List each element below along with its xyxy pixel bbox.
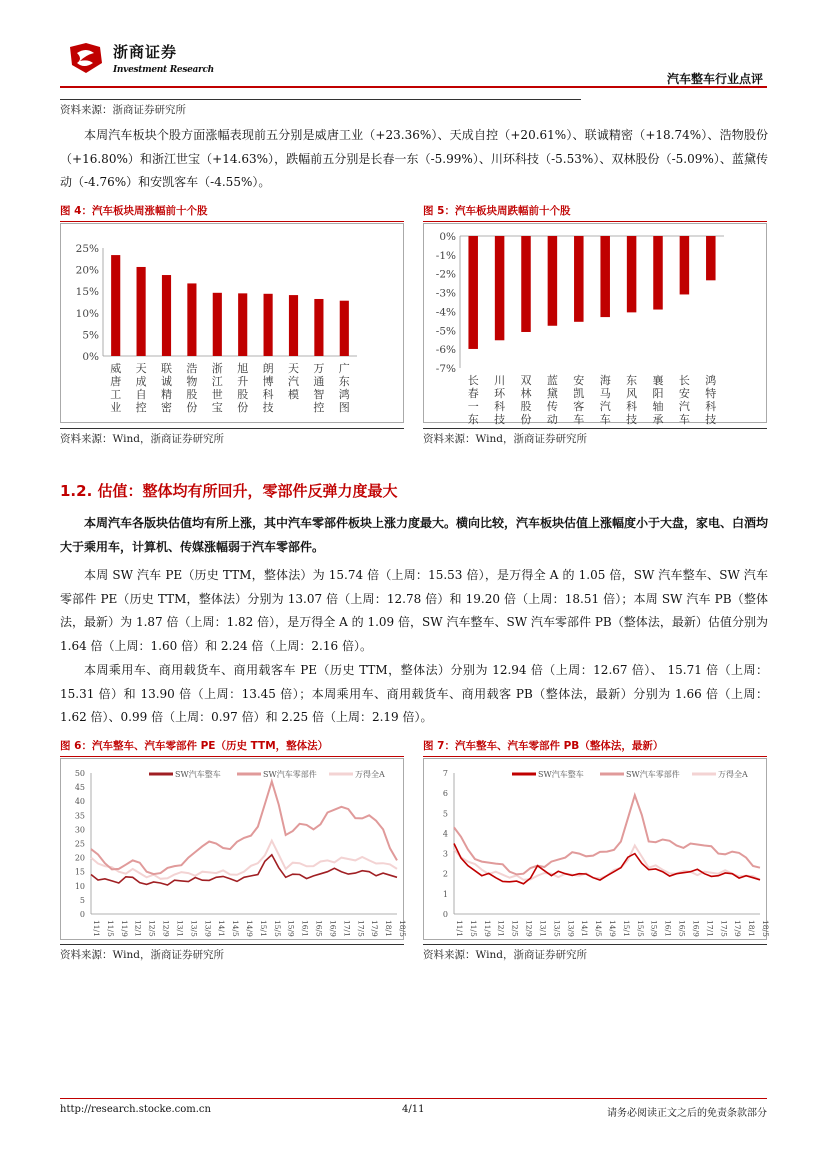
category-label-char: 唐 bbox=[110, 375, 122, 388]
fig6-frame bbox=[60, 758, 407, 940]
category-label-char: 技 bbox=[494, 413, 506, 426]
report-type: 汽车整车行业点评 bbox=[666, 72, 763, 86]
category-label-char: 车 bbox=[678, 413, 690, 426]
x-tick-label: 13/9 bbox=[203, 920, 213, 937]
y-tick-label: -5% bbox=[435, 325, 456, 338]
page-number: 4/11 bbox=[402, 1104, 425, 1115]
fig7-title: 图 7：汽车整车、汽车零部件 PB（整体法，最新） bbox=[423, 738, 767, 757]
category-label-char: 股 bbox=[520, 400, 532, 413]
category-label-char: 车 bbox=[573, 413, 585, 426]
fig5-source: 资料来源：Wind，浙商证券研究所 bbox=[423, 433, 587, 445]
category-label-char: 东 bbox=[467, 413, 479, 426]
legend-label: SW汽车零部件 bbox=[626, 770, 680, 779]
category-label-char: 技 bbox=[705, 413, 717, 426]
y-tick-label: 50 bbox=[74, 769, 85, 778]
y-tick-label: 6 bbox=[442, 789, 448, 799]
x-tick-label: 18/1 bbox=[384, 920, 394, 937]
y-tick-label: 3 bbox=[442, 849, 448, 859]
category-label-char: 成 bbox=[135, 375, 147, 388]
category-label-char: 朗 bbox=[262, 362, 274, 375]
summary-text: 本周汽车各版块估值均有所上涨，其中汽车零部件板块上涨力度最大。横向比较，汽车板块估值上涨幅度小于大盘，家电、白酒均大于乘用车，计算机、传媒涨幅弱于汽车零部件。 bbox=[60, 516, 769, 554]
category-label-char: 凯 bbox=[573, 387, 585, 400]
fig4-chart bbox=[61, 224, 403, 422]
category-label-char: 襄 bbox=[652, 374, 664, 387]
fig7-chart bbox=[424, 759, 770, 939]
bar bbox=[468, 236, 478, 349]
category-label-char: 风 bbox=[626, 387, 638, 400]
x-tick-label: 15/5 bbox=[635, 920, 645, 937]
x-tick-label: 11/1 bbox=[92, 920, 101, 937]
paragraph-valuation: 本周 SW 汽车 PE（历史 TTM，整体法）为 15.74 倍（上周：15.53 倍），是万得全 A 的 1.05 倍，SW 汽车整车、SW 汽车零部件 PE（历史 TTM，整体法）分别为 13.07 倍（上周：12.78 倍）和 19.20 倍（上周：18.51 倍）；本周 SW 汽车 PB（整体法，最新）为 1.87 倍（上周：1.82 倍），是万得全 A 的 1.09 倍，SW 汽车整车、SW 汽车零部件 PB（整体法，最新）估值分别为 1.64 倍（上周：1.60 倍）和 2.24 倍（上周：2.16 倍）。 bbox=[60, 568, 768, 653]
category-label-char: 浙 bbox=[211, 362, 223, 375]
x-tick-label: 15/9 bbox=[286, 920, 296, 937]
y-tick-label: 5 bbox=[442, 809, 448, 819]
category-label-char: 科 bbox=[494, 400, 506, 413]
y-tick-label: 15 bbox=[74, 867, 85, 877]
category-label-char: 鸿 bbox=[338, 388, 350, 401]
y-tick-label: 4 bbox=[442, 829, 448, 839]
series-line-1 bbox=[454, 795, 760, 874]
fig5-title: 图 5：汽车板块周跌幅前十个股 bbox=[423, 203, 767, 222]
category-label-char: 林 bbox=[520, 387, 532, 400]
x-tick-label: 16/5 bbox=[677, 920, 687, 937]
bar bbox=[680, 236, 690, 294]
category-label-char: 特 bbox=[705, 387, 717, 400]
category-label-char: 轴 bbox=[652, 400, 664, 413]
top-source: 资料来源：浙商证券研究所 bbox=[60, 104, 186, 116]
y-tick-label: 20% bbox=[75, 264, 99, 277]
category-label-char: 宝 bbox=[211, 401, 223, 414]
paragraph-stocks: 本周汽车板块个股方面涨幅表现前五分别是威唐工业（+23.36%）、天成自控（+20.61%）、联诚精密（+18.74%）、浩物股份（+16.80%）和浙江世宝（+14.63%），跌幅前五分别是长春一东（-5.99%）、川环科技（-5.53%）、双林股份（-5.09%）、蓝黛传动（-4.76%）和安凯客车（-4.55%）。 bbox=[60, 128, 768, 189]
category-label-char: 诚 bbox=[161, 375, 172, 388]
logo-subtitle: Investment Research bbox=[113, 65, 214, 75]
category-label-char: 控 bbox=[313, 401, 325, 414]
x-tick-label: 16/9 bbox=[691, 920, 701, 937]
category-label-char: 蓝 bbox=[546, 374, 558, 387]
fig5-chart bbox=[424, 224, 766, 426]
y-tick-label: 0 bbox=[442, 910, 448, 919]
bar bbox=[111, 255, 120, 356]
y-tick-label: 0% bbox=[439, 231, 456, 243]
category-label-char: 车 bbox=[599, 413, 611, 426]
x-tick-label: 13/5 bbox=[189, 920, 199, 937]
x-tick-label: 16/1 bbox=[663, 920, 673, 937]
bar bbox=[653, 236, 663, 310]
category-label-char: 模 bbox=[288, 388, 299, 401]
y-tick-label: 5% bbox=[82, 329, 99, 342]
y-tick-label: -2% bbox=[435, 268, 456, 281]
source-divider bbox=[60, 99, 581, 100]
x-tick-label: 15/9 bbox=[649, 920, 659, 937]
y-tick-label: -3% bbox=[435, 287, 456, 300]
x-tick-label: 11/1 bbox=[455, 920, 464, 937]
fig5-source-divider bbox=[423, 428, 767, 429]
category-label-char: 天 bbox=[288, 362, 299, 375]
fig7-frame bbox=[423, 758, 770, 940]
bar bbox=[706, 236, 716, 280]
category-label-char: 股 bbox=[237, 388, 249, 401]
header-divider bbox=[60, 86, 767, 88]
category-label-char: 联 bbox=[161, 362, 172, 375]
bar bbox=[548, 236, 558, 326]
bar bbox=[187, 283, 196, 356]
category-label-char: 通 bbox=[313, 375, 325, 388]
fig6-title: 图 6：汽车整车、汽车零部件 PE（历史 TTM，整体法） bbox=[60, 738, 404, 757]
category-label-char: 长 bbox=[678, 374, 690, 387]
category-label-char: 环 bbox=[494, 387, 506, 400]
category-label-char: 技 bbox=[262, 401, 274, 414]
category-label-char: 天 bbox=[135, 362, 147, 375]
category-label-char: 物 bbox=[186, 375, 198, 388]
category-label-char: 博 bbox=[262, 375, 274, 388]
x-tick-label: 17/9 bbox=[370, 920, 380, 937]
y-tick-label: 5 bbox=[79, 895, 85, 905]
bar bbox=[600, 236, 610, 317]
category-label-char: 东 bbox=[626, 374, 638, 387]
category-label-char: 汽 bbox=[288, 375, 299, 388]
fig7-source: 资料来源：Wind，浙商证券研究所 bbox=[423, 949, 587, 961]
category-label-char: 密 bbox=[161, 401, 172, 414]
x-tick-label: 13/5 bbox=[552, 920, 562, 937]
bar bbox=[213, 293, 222, 356]
y-tick-label: 30 bbox=[74, 825, 85, 835]
paragraph-summary bbox=[60, 512, 768, 559]
bar bbox=[495, 236, 505, 340]
category-label-char: 动 bbox=[546, 413, 558, 426]
y-tick-label: -1% bbox=[435, 249, 456, 262]
bar bbox=[162, 275, 171, 356]
x-tick-label: 18/5 bbox=[761, 920, 770, 937]
fig6-source: 资料来源：Wind，浙商证券研究所 bbox=[60, 949, 224, 961]
y-tick-label: -4% bbox=[435, 306, 456, 319]
x-tick-label: 15/5 bbox=[272, 920, 282, 937]
category-label-char: 承 bbox=[652, 413, 664, 426]
category-label-char: 科 bbox=[262, 388, 274, 401]
y-tick-label: 10 bbox=[74, 881, 85, 891]
x-tick-label: 15/1 bbox=[258, 920, 268, 937]
y-tick-label: -6% bbox=[435, 344, 456, 357]
x-tick-label: 12/9 bbox=[161, 920, 171, 937]
footer-divider bbox=[60, 1098, 767, 1099]
x-tick-label: 12/9 bbox=[524, 920, 534, 937]
category-label-char: 升 bbox=[237, 375, 249, 388]
legend-label: SW汽车零部件 bbox=[263, 770, 317, 779]
y-tick-label: 2 bbox=[442, 869, 448, 879]
fig6-source-divider bbox=[60, 944, 404, 945]
category-label-char: 份 bbox=[237, 401, 249, 414]
x-tick-label: 11/9 bbox=[119, 920, 129, 937]
category-label-char: 黛 bbox=[546, 387, 558, 400]
x-tick-label: 14/9 bbox=[245, 920, 254, 937]
category-label-char: 汽 bbox=[678, 400, 690, 413]
x-tick-label: 18/5 bbox=[398, 920, 407, 937]
x-tick-label: 17/5 bbox=[356, 920, 366, 937]
x-tick-label: 13/1 bbox=[538, 920, 548, 937]
y-tick-label: 15% bbox=[75, 286, 99, 299]
bar bbox=[627, 236, 637, 312]
bar bbox=[314, 299, 323, 356]
bar bbox=[340, 301, 349, 356]
x-tick-label: 17/1 bbox=[342, 920, 352, 937]
x-tick-label: 14/9 bbox=[608, 920, 617, 937]
y-tick-label: 25 bbox=[74, 839, 85, 849]
x-tick-label: 16/9 bbox=[328, 920, 338, 937]
category-label-char: 威 bbox=[110, 362, 122, 375]
category-label-char: 精 bbox=[161, 388, 172, 401]
x-tick-label: 16/1 bbox=[300, 920, 310, 937]
bar bbox=[521, 236, 531, 332]
category-label-char: 万 bbox=[313, 362, 325, 375]
category-label-char: 份 bbox=[186, 401, 198, 414]
category-label-char: 川 bbox=[494, 374, 506, 387]
fig4-frame bbox=[60, 223, 404, 423]
logo-text: 浙商证券 bbox=[113, 43, 178, 61]
category-label-char: 传 bbox=[546, 400, 558, 413]
y-tick-label: 0% bbox=[82, 351, 99, 363]
category-label-char: 一 bbox=[467, 400, 479, 413]
category-label-char: 广 bbox=[338, 362, 350, 375]
category-label-char: 安 bbox=[678, 387, 690, 400]
x-tick-label: 14/1 bbox=[580, 920, 590, 937]
bar bbox=[289, 295, 298, 356]
bar bbox=[264, 294, 273, 356]
category-label-char: 马 bbox=[599, 387, 611, 400]
category-label-char: 浩 bbox=[186, 362, 198, 375]
category-label-char: 江 bbox=[211, 375, 223, 388]
fig4-title: 图 4：汽车板块周涨幅前十个股 bbox=[60, 203, 404, 222]
fig4-source: 资料来源：Wind，浙商证券研究所 bbox=[60, 433, 224, 445]
bar bbox=[238, 293, 247, 356]
category-label-char: 自 bbox=[135, 388, 147, 401]
x-tick-label: 12/1 bbox=[496, 920, 506, 937]
category-label-char: 春 bbox=[467, 387, 479, 400]
x-tick-label: 11/9 bbox=[482, 920, 492, 937]
category-label-char: 控 bbox=[135, 401, 147, 414]
category-label-char: 世 bbox=[211, 388, 223, 401]
x-tick-label: 13/9 bbox=[566, 920, 576, 937]
y-tick-label: 45 bbox=[74, 783, 85, 793]
x-tick-label: 13/1 bbox=[175, 920, 185, 937]
category-label-char: 阳 bbox=[652, 387, 664, 400]
category-label-char: 旭 bbox=[237, 362, 249, 375]
category-label-char: 科 bbox=[626, 400, 638, 413]
logo-icon bbox=[66, 41, 106, 75]
fig4-source-divider bbox=[60, 428, 404, 429]
category-label-char: 长 bbox=[467, 374, 479, 387]
bar bbox=[574, 236, 584, 322]
category-label-char: 海 bbox=[599, 374, 611, 387]
category-label-char: 双 bbox=[520, 374, 532, 387]
y-tick-label: 1 bbox=[442, 889, 448, 899]
x-tick-label: 11/5 bbox=[105, 920, 115, 937]
category-label-char: 股 bbox=[186, 388, 198, 401]
legend-label: SW汽车整车 bbox=[538, 770, 584, 779]
x-tick-label: 12/1 bbox=[133, 920, 143, 937]
y-tick-label: 25% bbox=[75, 243, 99, 255]
legend-label: 万得全A bbox=[355, 770, 385, 779]
x-tick-label: 14/1 bbox=[217, 920, 227, 937]
paragraph-segments: 本周乘用车、商用载货车、商用载客车 PE（历史 TTM，整体法）分别为 12.94 倍（上周：12.67 倍）、 15.71 倍（上周：15.31 倍）和 13.90 倍（上周：13.45 倍）；本周乘用车、商用载货车、商用载客 PB（整体法，最新）分别为 1.66 倍（上周：1.62 倍）、0.99 倍（上周：0.97 倍）和 2.25 倍（上周：2.19 倍）。 bbox=[60, 663, 768, 724]
category-label-char: 业 bbox=[110, 401, 122, 414]
category-label-char: 份 bbox=[520, 413, 532, 426]
x-tick-label: 12/5 bbox=[510, 920, 520, 937]
category-label-char: 工 bbox=[110, 388, 122, 401]
x-tick-label: 15/1 bbox=[621, 920, 631, 937]
category-label-char: 智 bbox=[313, 388, 325, 401]
category-label-char: 汽 bbox=[599, 400, 611, 413]
category-label-char: 客 bbox=[573, 400, 585, 413]
y-tick-label: 20 bbox=[74, 853, 85, 863]
x-tick-label: 17/9 bbox=[733, 920, 743, 937]
y-tick-label: 0 bbox=[79, 910, 85, 919]
footer-disclaimer: 请务必阅读正文之后的免责条款部分 bbox=[607, 1108, 767, 1119]
section-title: 1.2. 估值：整体均有所回升，零部件反弹力度最大 bbox=[60, 482, 398, 500]
category-label-char: 科 bbox=[705, 400, 717, 413]
x-tick-label: 12/5 bbox=[147, 920, 157, 937]
fig5-frame bbox=[423, 223, 767, 426]
x-tick-label: 16/5 bbox=[314, 920, 324, 937]
y-tick-label: 35 bbox=[74, 811, 85, 821]
x-tick-label: 17/1 bbox=[705, 920, 715, 937]
fig6-chart bbox=[61, 759, 407, 939]
y-tick-label: 7 bbox=[442, 769, 448, 778]
bar bbox=[137, 267, 146, 356]
legend-label: 万得全A bbox=[718, 770, 748, 779]
y-tick-label: 40 bbox=[74, 797, 85, 807]
category-label-char: 东 bbox=[338, 375, 350, 388]
y-tick-label: -7% bbox=[435, 363, 456, 375]
fig7-source-divider bbox=[423, 944, 767, 945]
footer-url[interactable]: http://research.stocke.com.cn bbox=[60, 1104, 211, 1115]
category-label-char: 图 bbox=[338, 401, 350, 414]
x-tick-label: 11/5 bbox=[468, 920, 478, 937]
category-label-char: 安 bbox=[573, 374, 585, 387]
category-label-char: 鸿 bbox=[705, 374, 717, 387]
x-tick-label: 14/5 bbox=[594, 920, 604, 937]
y-tick-label: 10% bbox=[75, 307, 99, 320]
category-label-char: 技 bbox=[626, 413, 638, 426]
x-tick-label: 17/5 bbox=[719, 920, 729, 937]
x-tick-label: 14/5 bbox=[231, 920, 241, 937]
x-tick-label: 18/1 bbox=[747, 920, 757, 937]
legend-label: SW汽车整车 bbox=[175, 770, 221, 779]
